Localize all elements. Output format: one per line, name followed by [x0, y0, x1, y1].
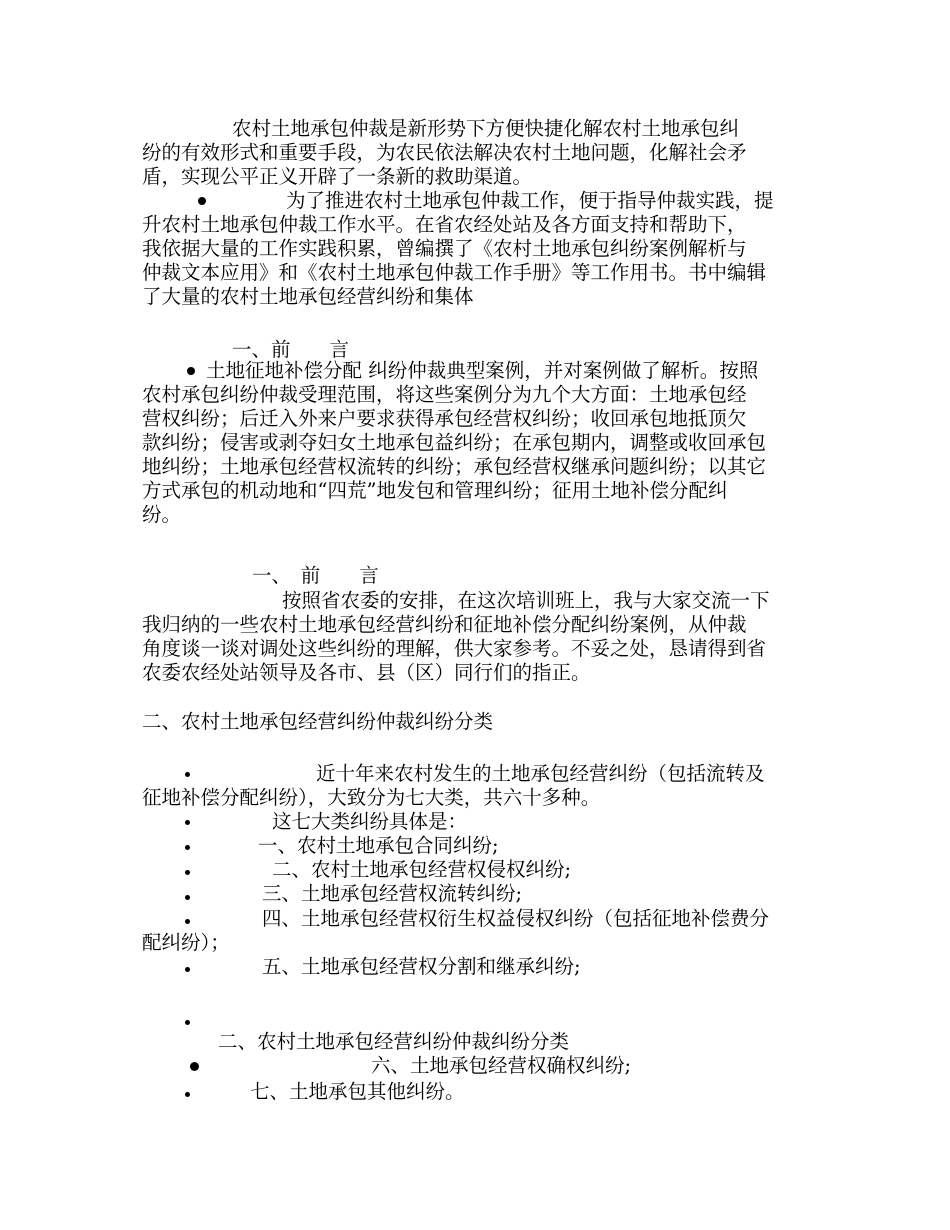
- para4-line3: 角度谈一谈对调处这些纠纷的理解，供大家参考。不妥之处，恳请得到省: [142, 637, 767, 660]
- para2-line3: 我依据大量的工作实践积累，曾编撰了《农村土地承包纠纷案例解析与: [142, 237, 747, 260]
- list-item-3: 三、土地承包经营权流转纠纷;: [262, 882, 523, 905]
- para1-line3: 盾，实现公平正义开辟了一条新的救助渠道。: [142, 165, 533, 188]
- list-item-6: 六、土地承包经营权确权纠纷;: [371, 1054, 632, 1077]
- para5-line1: 近十年来农村发生的土地承包经营纠纷（包括流转及: [316, 762, 765, 785]
- list-heading-classification: 二、农村土地承包经营纠纷仲裁纠纷分类: [218, 1030, 570, 1053]
- para3-line3: 营权纠纷；后迁入外来户要求获得承包经营权纠纷；收回承包地抵顶欠: [142, 407, 747, 430]
- para4-line2: 我归纳的一些农村土地承包经营纠纷和征地补偿分配纠纷案例，从仲裁: [142, 613, 747, 636]
- bullet-icon: [185, 895, 190, 900]
- para3-line7: 纷。: [142, 503, 182, 526]
- para2-line2: 升农村土地承包仲裁工作水平。在省农经处站及各方面支持和帮助下，: [142, 213, 747, 236]
- bullet-icon: [185, 1020, 190, 1025]
- section-heading-classification: 二、农村土地承包经营纠纷仲裁纠纷分类: [142, 710, 494, 733]
- section-heading-preface: 一、前 言: [232, 338, 350, 361]
- bullet-icon: [185, 845, 190, 850]
- bullet-icon: [190, 1062, 199, 1071]
- bullet-icon: [198, 197, 206, 205]
- list-item-2: 二、农村土地承包经营权侵权纠纷;: [272, 858, 572, 881]
- list-intro: 这七大类纠纷具体是：: [272, 810, 468, 833]
- list-item-5: 五、土地承包经营权分割和继承纠纷;: [262, 955, 581, 978]
- para2-line4: 仲裁文本应用》和《农村土地承包仲裁工作手册》等工作用书。书中编辑: [142, 261, 767, 284]
- bullet-icon: [187, 367, 195, 375]
- section-heading-preface-2: 一、 前 言: [252, 564, 379, 587]
- para4-line1: 按照省农委的安排，在这次培训班上，我与大家交流一下: [282, 589, 770, 612]
- list-item-4-line1: 四、土地承包经营权衍生权益侵权纠纷（包括征地补偿费分: [262, 907, 770, 930]
- para1-line2: 纷的有效形式和重要手段，为农民依法解决农村土地问题，化解社会矛: [142, 141, 747, 164]
- bullet-icon: [185, 820, 190, 825]
- para3-line2: 农村承包纠纷仲裁受理范围，将这些案例分为九个大方面：土地承包经: [142, 383, 747, 406]
- list-item-7: 七、土地承包其他纠纷。: [250, 1080, 465, 1103]
- bullet-icon: [185, 919, 190, 924]
- para3-line1: 土地征地补偿分配 纠纷仲裁典型案例，并对案例做了解析。按照: [206, 359, 759, 382]
- para3-line6: 方式承包的机动地和“四荒”地发包和管理纠纷；征用土地补偿分配纠: [142, 479, 728, 502]
- bullet-icon: [185, 772, 190, 777]
- list-item-4-line2: 配纠纷）；: [142, 931, 230, 954]
- para1-line1: 农村土地承包仲裁是新形势下方便快捷化解农村土地承包纠: [232, 117, 740, 140]
- para3-line5: 地纠纷；土地承包经营权流转的纠纷；承包经营权继承问题纠纷；以其它: [142, 455, 767, 478]
- para3-line4: 款纠纷；侵害或剥夺妇女土地承包益纠纷；在承包期内，调整或收回承包: [142, 431, 767, 454]
- list-item-1: 一、农村土地承包合同纠纷;: [258, 834, 499, 857]
- bullet-icon: [185, 870, 190, 875]
- bullet-icon: [185, 967, 190, 972]
- para2-line5: 了大量的农村土地承包经营纠纷和集体: [142, 285, 474, 308]
- bullet-icon: [185, 1092, 190, 1097]
- para5-line2: 征地补偿分配纠纷），大致分为七大类，共六十多种。: [142, 786, 601, 809]
- para4-line4: 农委农经处站领导及各市、县（区）同行们的指正。: [142, 661, 591, 684]
- para2-line1: 为了推进农村土地承包仲裁工作，便于指导仲裁实践，提: [286, 189, 774, 212]
